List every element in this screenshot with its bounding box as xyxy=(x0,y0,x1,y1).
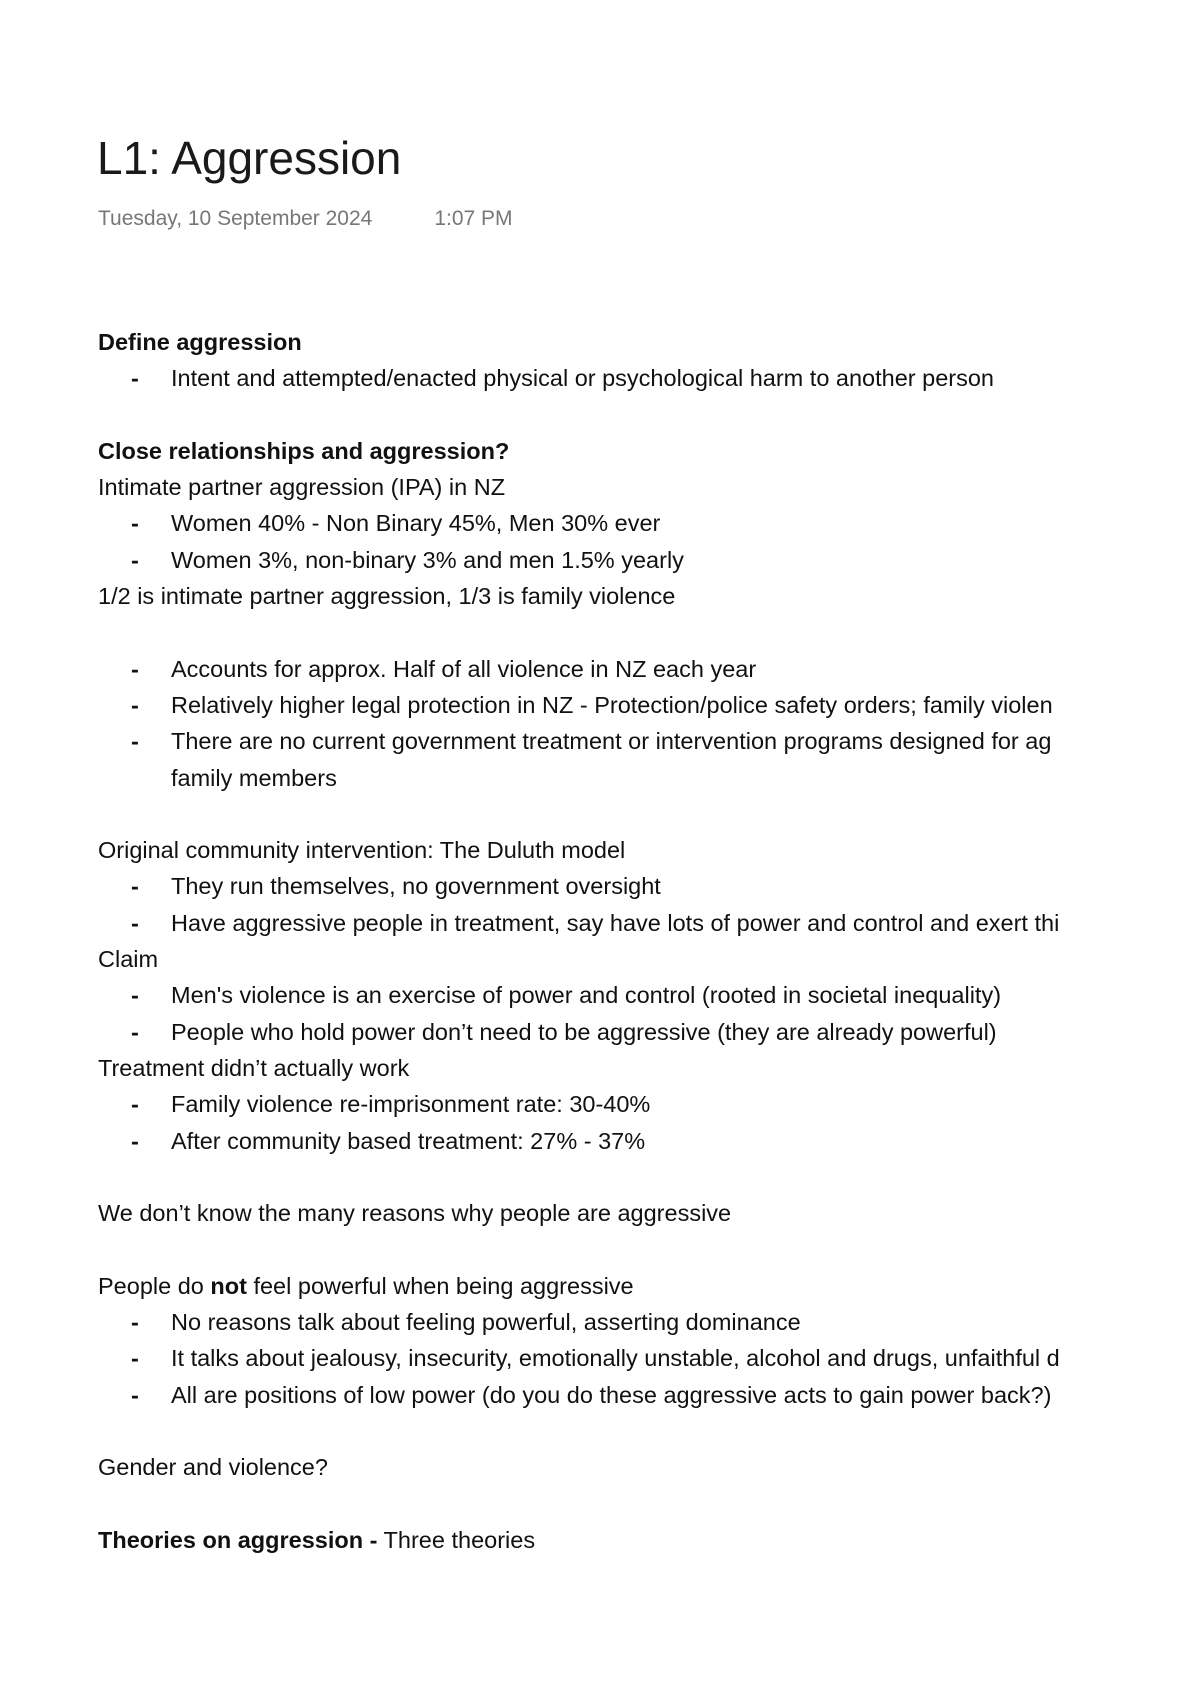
theories-suffix: Three theories xyxy=(377,1526,536,1553)
bullet-text: People who hold power don’t need to be aggressive (they are already powerful) xyxy=(171,1018,997,1045)
list-item xyxy=(98,360,1200,396)
bullet-text: They run themselves, no government oversight xyxy=(171,873,661,900)
bullet-marker: - xyxy=(131,1345,139,1372)
bullet-text: All are positions of low power (do you do these aggressive acts to gain power back?) xyxy=(171,1381,1052,1408)
bullet-marker: - xyxy=(131,1018,139,1045)
duluth-heading: Original community intervention: The Duluth model xyxy=(98,837,626,864)
spacer xyxy=(98,397,1200,433)
powerful-emphasis: not xyxy=(210,1272,247,1299)
bullet-marker: - xyxy=(131,1381,139,1408)
note-timestamp xyxy=(98,208,513,229)
powerful-bullet-list xyxy=(98,1304,1200,1413)
bullet-text: There are no current government treatment or intervention programs designed for ag xyxy=(171,728,1052,755)
powerful-line xyxy=(98,1268,1200,1304)
list-item xyxy=(98,505,1200,541)
bullet-marker: - xyxy=(131,1127,139,1154)
bullet-marker: - xyxy=(131,728,139,755)
bullet-marker: - xyxy=(131,982,139,1009)
spacer xyxy=(98,1413,1200,1449)
treatment-line: Treatment didn’t actually work xyxy=(98,1054,410,1081)
bullet-text: Relatively higher legal protection in NZ - Protection/police safety orders; family violen xyxy=(171,691,1053,718)
bullet-marker: - xyxy=(131,1091,139,1118)
section-heading-define: Define aggression xyxy=(98,329,302,355)
list-item xyxy=(98,651,1200,687)
bullet-marker: - xyxy=(131,365,139,392)
list-item xyxy=(98,1377,1200,1413)
duluth-bullet-list xyxy=(98,868,1200,941)
ipa-bullet-list xyxy=(98,505,1200,578)
bullet-marker: - xyxy=(131,691,139,718)
treatment-bullet-list xyxy=(98,1086,1200,1159)
list-item xyxy=(98,977,1200,1013)
bullet-text: Family violence re-imprisonment rate: 30-40% xyxy=(171,1091,651,1118)
theories-heading: Theories on aggression - xyxy=(98,1526,378,1553)
bullet-marker: - xyxy=(131,655,139,682)
gender-line: Gender and violence? xyxy=(98,1454,328,1481)
spacer xyxy=(98,1159,1200,1195)
page-title: L1: Aggression xyxy=(97,132,402,184)
list-item xyxy=(98,542,1200,578)
section-heading-close-relationships: Close relationships and aggression? xyxy=(98,437,510,464)
list-item xyxy=(98,1086,1200,1122)
list-item xyxy=(98,905,1200,941)
define-bullet-list xyxy=(98,360,1200,396)
ipa-line: Intimate partner aggression (IPA) in NZ xyxy=(98,474,506,501)
claim-label: Claim xyxy=(98,946,159,973)
note-time: 1:07 PM xyxy=(434,207,513,230)
bullet-marker: - xyxy=(131,1309,139,1336)
bullet-text: It talks about jealousy, insecurity, emotionally unstable, alcohol and drugs, unfaithful d xyxy=(171,1345,1060,1372)
bullet-text: Intent and attempted/enacted physical or psychological harm to another person xyxy=(171,365,995,392)
spacer xyxy=(98,1486,1200,1522)
powerful-prefix: People do xyxy=(98,1272,211,1299)
spacer xyxy=(98,1231,1200,1267)
bullet-text: Women 40% - Non Binary 45%, Men 30% ever xyxy=(171,510,661,537)
spacer xyxy=(98,614,1200,650)
list-item xyxy=(98,1340,1200,1376)
note-date: Tuesday, 10 September 2024 xyxy=(98,207,373,230)
powerful-suffix: feel powerful when being aggressive xyxy=(246,1272,634,1299)
bullet-marker: - xyxy=(131,873,139,900)
list-item xyxy=(98,1123,1200,1159)
bullet-marker: - xyxy=(131,510,139,537)
list-item xyxy=(98,868,1200,904)
bullet-marker: - xyxy=(131,546,139,573)
bullet-continuation: family members xyxy=(171,764,337,791)
bullet-text: Men's violence is an exercise of power and control (rooted in societal inequality) xyxy=(171,982,1002,1009)
fraction-line: 1/2 is intimate partner aggression, 1/3 is family violence xyxy=(98,583,676,610)
list-item xyxy=(98,687,1200,723)
list-item xyxy=(98,1304,1200,1340)
list-item xyxy=(98,723,1200,796)
facts-bullet-list xyxy=(98,651,1200,796)
bullet-text: Accounts for approx. Half of all violence in NZ each year xyxy=(171,655,757,682)
bullet-text: After community based treatment: 27% - 37% xyxy=(171,1127,646,1154)
spacer xyxy=(98,796,1200,832)
bullet-text: Women 3%, non-binary 3% and men 1.5% yearly xyxy=(171,546,684,573)
bullet-text: Have aggressive people in treatment, say have lots of power and control and exert thi xyxy=(171,909,1060,936)
bullet-text: No reasons talk about feeling powerful, asserting dominance xyxy=(171,1309,801,1336)
note-body xyxy=(98,324,1200,1558)
bullet-marker: - xyxy=(131,909,139,936)
reasons-line: We don’t know the many reasons why people are aggressive xyxy=(98,1200,732,1227)
theories-line xyxy=(98,1522,1200,1558)
list-item xyxy=(98,1014,1200,1050)
claim-bullet-list xyxy=(98,977,1200,1050)
